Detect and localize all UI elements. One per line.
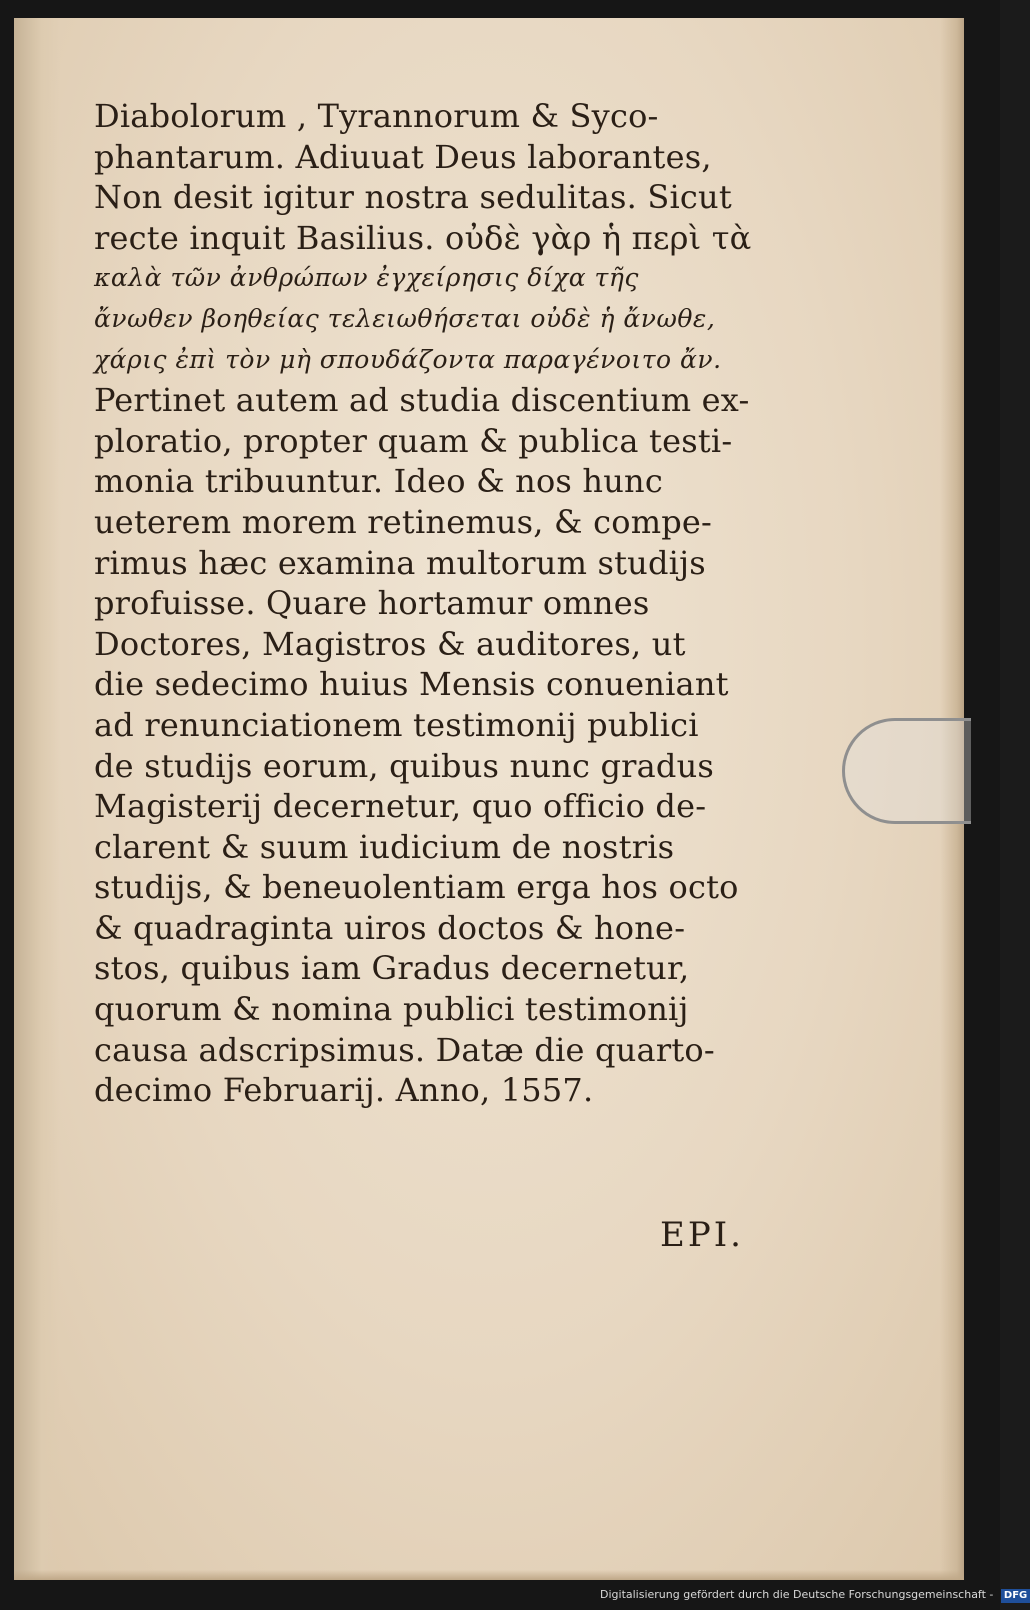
page-clip — [842, 718, 971, 824]
catchword: EPI. — [660, 1215, 744, 1255]
funding-footer — [600, 1588, 1028, 1606]
text-line: & quadraginta uiros doctos & hone- — [94, 908, 686, 947]
text-line: Pertinet autem ad studia discentium ex- — [94, 381, 750, 420]
text-line: profuisse. Quare hortamur omnes — [94, 584, 650, 623]
text-line: monia tribuuntur. Ideo & nos hunc — [94, 462, 663, 501]
text-line: studijs, & beneuolentiam erga hos octo — [94, 868, 739, 907]
page-gutter — [14, 18, 60, 1580]
text-line: ad renunciationem testimonij publici — [94, 705, 699, 744]
greek-text-line: χάρις ἐπὶ τὸν μὴ σπουδάζοντα παραγένοιτο ἄν. — [94, 344, 722, 374]
greek-text-line: ἄνωθεν βοηθείας τελειωθήσεται οὐδὲ ἡ ἄνωθε, — [94, 303, 716, 333]
text-line: ueterem morem retinemus, & compe- — [94, 502, 713, 541]
text-line: rimus hæc examina multorum studijs — [94, 543, 706, 582]
text-line: quorum & nomina publici testimonij — [94, 990, 689, 1029]
text-line: Doctores, Magistros & auditores, ut — [94, 624, 686, 663]
page-bottom-edge — [14, 1570, 964, 1580]
text-line: Magisterij decernetur, quo officio de- — [94, 787, 707, 826]
text-line: recte inquit Basilius. οὐδὲ γὰρ ἡ περὶ τὰ — [94, 218, 752, 257]
page-text — [94, 96, 764, 1111]
text-line: die sedecimo huius Mensis conueniant — [94, 665, 729, 704]
text-line: Diabolorum , Tyrannorum & Syco- — [94, 97, 659, 135]
text-line: Non desit igitur nostra sedulitas. Sicut — [94, 178, 732, 217]
text-line: de studijs eorum, quibus nunc gradus — [94, 746, 715, 785]
text-line: ploratio, propter quam & publica testi- — [94, 421, 733, 460]
text-line: causa adscripsimus. Datæ die quarto- — [94, 1030, 715, 1069]
dfg-logo: DFG — [1001, 1589, 1030, 1603]
text-line: stos, quibus iam Gradus decernetur, — [94, 949, 690, 988]
footer-text: Digitalisierung gefördert durch die Deutsche Forschungsgemeinschaft - — [600, 1588, 994, 1601]
text-line: clarent & suum iudicium de nostris — [94, 827, 675, 866]
text-line: decimo Februarij. Anno, 1557. — [94, 1071, 594, 1110]
text-line: phantarum. Adiuuat Deus laborantes, — [94, 137, 712, 176]
greek-text-line: καλὰ τῶν ἀνθρώπων ἐγχείρησις δίχα τῆς — [94, 263, 639, 293]
